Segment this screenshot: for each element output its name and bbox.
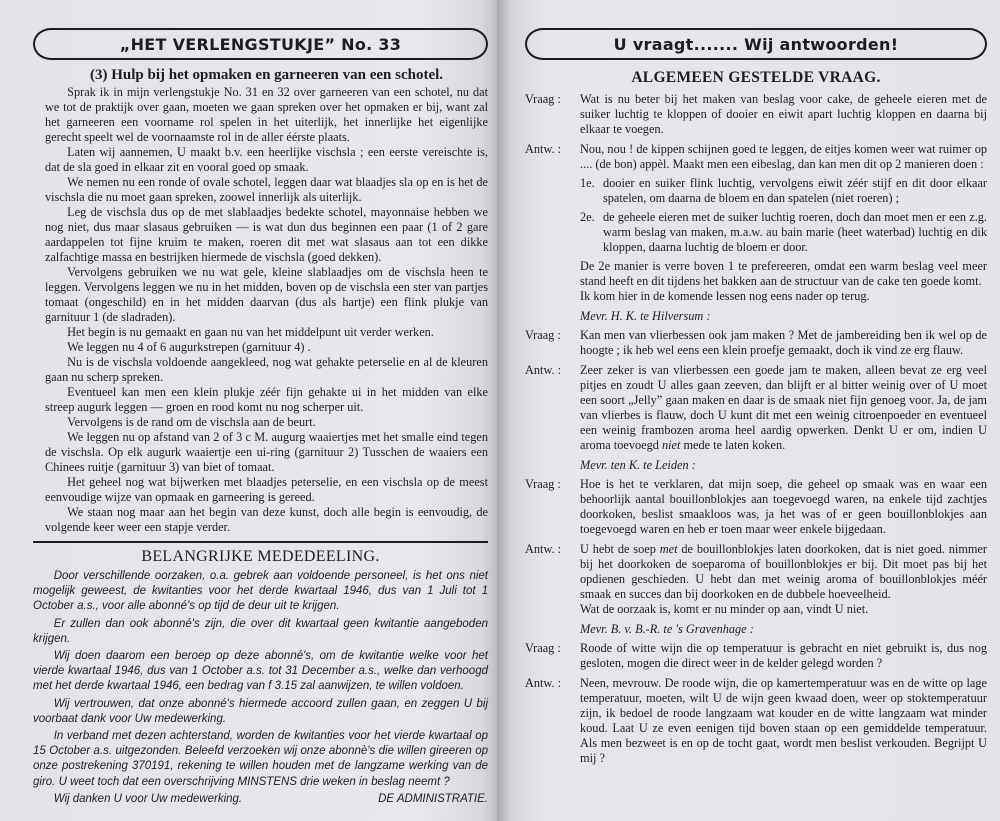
paragraph: Wij doen daarom een beroep op deze abonné's, om de kwitantie welke voor het vierde kwartaal 1946, dus van 1 October a.s. tot 31 December a.s., welke dan verhoogd met het derde kwartaal 1946, een bedrag van f 3.15 zal aanwijzen, te willen voldoen. (33, 650, 488, 693)
question-label: Vraag : (525, 641, 561, 655)
answer-text: de bouillonblokjes laten doorkoken, dat is niet goed. nimmer bij het doorkoken de soeparoma of bouillonblokjes er bij. Dit moet pas bij het opdienen geschieden. U hebt dan met weinig aroma of bouillonblokjes méér smaak en succes dan bij doorkoken en de dubbele hoeveelheid. (580, 542, 988, 601)
answer-text: Nou, nou ! de kippen schijnen goed te leggen, de eitjes komen weer wat ruimer op .... (de bon) appèl. Maakt men een eibeslag, dan kan men dit op 2 manieren doen : (580, 142, 987, 171)
answer-label: Antw. : (525, 676, 562, 690)
notice (33, 547, 488, 807)
answer-label: Antw. : (525, 142, 562, 156)
section-title: ALGEMEEN GESTELDE VRAAG. (631, 69, 881, 86)
notice-title: BELANGRIJKE MEDEDEELING. (141, 548, 380, 565)
page-header: „HET VERLENGSTUKJE” No. 33 (33, 28, 488, 60)
answer-text: Ik kom hier in de komende lessen nog eens nader op terug. (580, 289, 870, 303)
paragraph: In verband met dezen achterstand, worden de kwitanties voor het vierde kwartaal op 15 October a.s. uitgezonden. Beleefd verzoeken wij onze abonnè's die willen gireeren op onze postrekening 370191, rekening te willen houden met de langzame werking van de giro. U weet toch dat een overschrijving MINSTENS drie weken in beslag neemt ? (33, 730, 488, 788)
answer-text: Zeer zeker is van vlierbessen een goede jam te maken, alleen bevat ze erg veel pitjes en zoudt U alles gaan zeeven, dan blijft er al bitter weinig over of U moet een soort „Jelly” gaan maken en daar is de smaak niet fijn genoeg voor. Ja, de jam van vlierbes is flauw, doch U kunt dit met een weinig citroenpoeder en eventueel een weinig frambozen aroma heel aardig opwerken. Denkt U er om, indien U aroma toevoegd (580, 363, 987, 452)
paragraph: Sprak ik in mijn verlengstukje No. 31 en 32 over garneeren van een schotel, nu dat we tot de praktijk over gaan, moeten we gaan spreken over het opmaken er bij, want zal het garneeren een voorname rol spelen in het uiterlijk, het innerlijke het eigenlijke gerecht speelt wel de voornaamste rol in de aller éérste plaats. (45, 85, 488, 144)
emphasis: met (659, 542, 678, 556)
qa-section (525, 68, 987, 766)
paragraph: Wij vertrouwen, dat onze abonné's hiermede accoord zullen gaan, en zeggen U bij voorbaat dank voor Uw medewerking. (33, 697, 488, 725)
answer-text: Wat de oorzaak is, komt er nu minder op aan, vindt U niet. (580, 602, 869, 616)
answer-label: Antw. : (525, 363, 562, 377)
asker: Mevr. B. v. B.-R. te 's Gravenhage : (580, 622, 754, 636)
answer-body (580, 363, 987, 453)
answer-text: mede te laten koken. (683, 438, 786, 452)
paragraph: Er zullen dan ook abonné's zijn, die over dit kwartaal geen kwitantie aangeboden krijgen. (33, 617, 488, 645)
answer-row (525, 676, 987, 766)
paragraph: Vervolgens is de rand om de vischsla aan de beurt. (67, 415, 316, 429)
notice-body (33, 569, 488, 790)
article (45, 66, 488, 535)
question-text: Kan men van vlierbessen ook jam maken ? Met de jambereiding ben ik wel op de hoogte ; ik heb wel eens een klein proefje gemaakt, doch ik vind ze erg flauw. (580, 328, 987, 357)
paragraph: We leggen nu 4 of 6 augurkstrepen (garnituur 4) . (67, 340, 311, 354)
answer-body (580, 542, 987, 617)
divider (33, 541, 488, 543)
answer-text: U hebt de soep (580, 542, 656, 556)
answer-body (580, 142, 987, 304)
question-text: Hoe is het te verklaren, dat mijn soep, die geheel op smaak was en waar een behoorlijk aantal bouillonblokjes aan toegevoegd waren, na enkele tijd zachtjes doorkoken, beslist smaakloos was, ja het was of er geen bouillonblokjes aan toegevoegd waren en heb er toen maar weer enkele bijgedaan. (580, 477, 987, 536)
question-label: Vraag : (525, 328, 561, 342)
asker: Mevr. H. K. te Hilversum : (580, 309, 711, 323)
answer-row (525, 363, 987, 453)
paragraph: Vervolgens gebruiken we nu wat gele, kleine slablaadjes om de vischsla heen te leggen. Vervolgens leggen we nu in het midden, boven op de vischsla een ster van partjes tomaat (ongeschild) en in het midden daarvan (dus als hartje) een flink plukje van garnituur 1 (de sladraden). (45, 265, 488, 324)
question-text: Roode of witte wijn die op temperatuur is gebracht en niet gebruikt is, dus nog gesloten, mogen die direct weer in de kelder gelegd worden ? (580, 641, 987, 670)
item-number: 2e. (580, 210, 595, 224)
list-item (580, 210, 987, 255)
paragraph: We leggen nu op afstand van 2 of 3 c M. augurg waaiertjes met het smalle eind tegen de vischsla. Op elk augurk waaiertje een ui-ring (garnituur 2) Tusschen de waaiers een Chinees ruitje (garnituur 3) van biet of tomaat. (45, 430, 488, 474)
answer-label: Antw. : (525, 542, 562, 556)
asker: Mevr. ten K. te Leiden : (580, 458, 696, 472)
article-body (45, 85, 488, 535)
paragraph: Leg de vischsla dus op de met slablaadjes bedekte schotel, mayonnaise hebben we nog niet, dus maar slasaus gebruiken — is wat dun dus beginnen een paar (1 of 2 gare aardappelen tot fijne kruim te maken, roeren dit met wat slasaus aan tot een dikke zalfachtige massa en bestrijken hiermede de vischsla (goed dekken). (45, 205, 488, 264)
question-row (525, 477, 987, 537)
paragraph: We staan nog maar aan het begin van deze kunst, doch alle begin is eenvoudig, de volgende keer weer een stapje verder. (45, 505, 488, 534)
page-header: U vraagt....... Wij antwoorden! (525, 28, 987, 60)
answer-row (525, 142, 987, 304)
emphasis: niet (661, 438, 681, 452)
closing-text: Wij danken U voor Uw medewerking. (53, 792, 243, 805)
item-text: dooier en suiker flink luchtig, vervolgens eiwit zéér stijf en dit door elkaar spatelen, om daarna de bloem en dan spatelen (niet roeren) ; (603, 176, 987, 205)
question-label: Vraag : (525, 92, 561, 106)
question-label: Vraag : (525, 477, 561, 491)
article-title: (3) Hulp bij het opmaken en garneeren van een schotel. (89, 67, 444, 83)
answer-text: Neen, mevrouw. De roode wijn, die op kamertemperatuur was en de witte op lage temperatuur, moeten, wilt U de wijn geen kwaad doen, weer op stoktemperatuur zijn, ik bedoel de roode langzaam wat kouder en de witte langzaam wat minder koud. Laat U ze even eenigen tijd boven staan op een gemiddelde temperatuur. Als men bezweet is en op de tocht gaat, wordt men beslist verkouden. Begrijpt U mij ? (580, 676, 987, 765)
paragraph: Nu is de vischsla voldoende aangekleed, nog wat gehakte peterselie en al de kleuren gaan nu scherp spreken. (45, 355, 488, 384)
right-page (497, 0, 1000, 821)
paragraph: Het begin is nu gemaakt en gaan nu van het middelpunt uit verder werken. (67, 325, 434, 339)
paragraph: We nemen nu een ronde of ovale schotel, leggen daar wat blaadjes sla op en is het de vischsla die nu moet gaan spreken, zoowel innerlijk als uiterlijk. (45, 175, 488, 204)
signature: DE ADMINISTRATIE. (378, 792, 488, 805)
question-text: Wat is nu beter bij het maken van beslag voor cake, de geheele eieren met de suiker luchtig te kloppen of dooier en eiwit apart luchtig kloppen en daarna bij elkaar te voegen. (580, 92, 987, 136)
question-row (525, 641, 987, 671)
item-text: de geheele eieren met de suiker luchtig roeren, doch dan moet men er een z.g. warm beslag van maken, m.a.w. au bain marie (heet waterbad) luchtig en dik kloppen, daarna luchtig de bloem er door. (603, 210, 987, 254)
item-number: 1e. (580, 176, 595, 190)
paragraph: Laten wij aannemen, U maakt b.v. een heerlijke vischsla ; een eerste vereischte is, dat de sla goed in elkaar zit en vooral goed op smaak. (45, 145, 488, 174)
list-item (580, 176, 987, 206)
left-page (0, 0, 497, 821)
notice-closing (33, 792, 488, 807)
question-row (525, 328, 987, 358)
answer-row (525, 542, 987, 617)
paragraph: Eventueel kan men een klein plukje zéér fijn gehakte ui in het midden van elke streep augurk leggen — groen en rood komt nu nog scherper uit. (45, 385, 488, 414)
paragraph: Het geheel nog wat bijwerken met blaadjes peterselie, en een vischsla op de meest eenvoudige wijze van opmaak en garneering is gereed. (45, 475, 488, 504)
answer-text: De 2e manier is verre boven 1 te prefereeren, omdat een warm beslag veel meer stand heeft en dit tijdens het bakken aan de structuur van de cake ten goede komt. (580, 259, 987, 288)
question-row (525, 92, 987, 137)
paragraph: Door verschillende oorzaken, o.a. gebrek aan voldoende personeel, is het ons niet mogelijk geweest, de kwitanties voor het derde kwartaal 1946, dus van 1 Juli tot 1 October a.s., voor alle abonné's op tijd de deur uit te krijgen. (33, 570, 488, 613)
